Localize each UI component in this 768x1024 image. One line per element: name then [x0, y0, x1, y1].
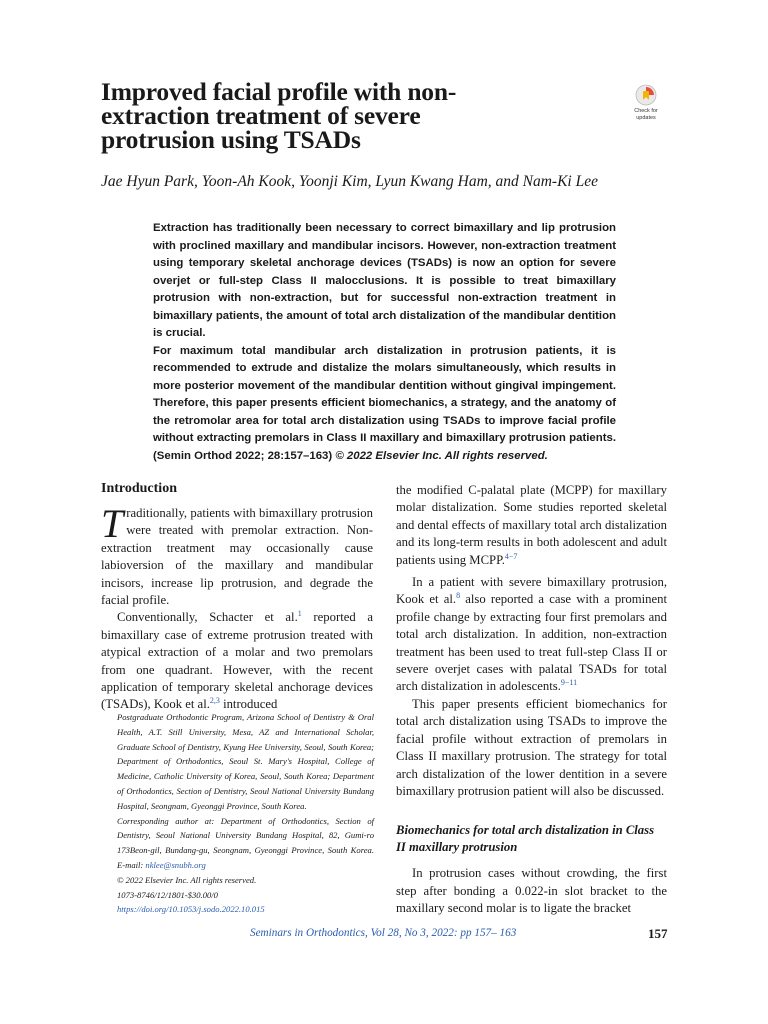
corresponding-author — [117, 814, 374, 873]
citation-link[interactable]: 4−7 — [504, 551, 518, 561]
right-p2-a: In a patient with severe bimaxillary protrusion, Kook et al. — [396, 575, 667, 607]
affiliation-footnote — [117, 710, 374, 917]
page-number: 157 — [648, 926, 668, 941]
intro-paragraph-1 — [101, 501, 373, 609]
right-paragraph-1 — [396, 482, 667, 569]
left-column — [101, 480, 373, 714]
abstract-paragraph-1: Extraction has traditionally been necessary to correct bimaxillary and lip protrusion with proclined maxillary and mandibular incisors. However, non-extraction treatment using temporary skeletal anchorage devices (TSADs) is now an option for severe overjet or full-step Class II malocclusions. It is possible to treat bimaxillary protrusion with non-extraction, but for successful non-extraction treatment in bimaxillary patients, the amount of total arch distalization of the mandibular dentition is crucial. — [153, 222, 616, 339]
journal-footer: Seminars in Orthodontics, Vol 28, No 3, 2022: pp 157– 163 — [250, 927, 517, 939]
drop-cap: T — [101, 501, 124, 546]
check-updates-icon — [635, 84, 657, 108]
author-list: Jae Hyun Park, Yoon-Ah Kook, Yoonji Kim, Lyun Kwang Ham, and Nam-Ki Lee — [101, 173, 598, 190]
abstract — [153, 220, 616, 465]
introduction-heading: Introduction — [101, 481, 177, 496]
abstract-copyright: © 2022 Elsevier Inc. All rights reserved. — [335, 449, 548, 462]
check-updates-label-2: updates — [636, 114, 656, 121]
email-link[interactable]: nklee@snubh.org — [145, 859, 206, 870]
right-paragraph-2 — [396, 574, 667, 696]
intro-p2-c: introduced — [219, 697, 278, 712]
corresponding-author-text: Corresponding author at: Department of Orthodontics, Section of Dentistry, Seoul National University Bundang Hospital, 82, Gumi-ro 173Beon-gil, Bundang-gu, Seongnam, Gyeonggi Province, South Korea. E-mail: — [117, 815, 374, 870]
abstract-paragraph-2-text: For maximum total mandibular arch distalization in protrusion patients, it is recommended to extrude and distalize the molars simultaneously, which results in more posterior movement of the mandibular dentition without gingival impingement. Therefore, this paper presents efficient biomechanics, a strategy, and the anatomy of the retromolar area for total arch distalization using TSADs to improve facial profile without extracting premolars in Class II maxillary and bimaxillary protrusion patients. (Semin Orthod 2022; 28:157–163) — [153, 344, 616, 462]
citation-link[interactable]: 9−11 — [560, 678, 578, 688]
citation-link[interactable]: 8 — [456, 591, 461, 601]
citation-link[interactable]: 2,3 — [209, 696, 220, 706]
right-paragraph-4: In protrusion cases without crowding, the first step after bonding a 0.022-in slot bracket to the maxillary second molar is to ligate the bracket — [396, 866, 667, 916]
right-p1-text: the modified C-palatal plate (MCPP) for maxillary molar distalization. Some studies reported skeletal and dental effects of maxillary total arch distalization and its long-term results in both adolescent and adult patients using MCPP. — [396, 483, 667, 567]
issn-line: 1073-8746/12/1801-$30.00/0 — [117, 889, 218, 900]
right-column — [396, 482, 667, 918]
abstract-paragraph-2 — [153, 343, 616, 466]
check-updates-label-1: Check for — [634, 108, 658, 114]
biomechanics-subheading: Biomechanics for total arch distalization in Class II maxillary protrusion — [396, 823, 655, 855]
intro-paragraph-1-text: raditionally, patients with bimaxillary protrusion were treated with premolar extraction. Non-extraction treatment may occasionally cause labioversion of the maxillary and mandibular incisors, increase lip protrusion, and degrade the facial profile. — [101, 506, 373, 608]
citation-link[interactable]: 1 — [297, 609, 302, 619]
affiliation-text: Postgraduate Orthodontic Program, Arizona School of Dentistry & Oral Health, A.T. Still University, Mesa, AZ and International Scholar, Graduate School of Dentistry, Kyung Hee University, Seoul, South Korea; Department of Orthodontics, Seoul St. Mary's Hospital, College of Medicine, Catholic University of Korea, Seoul, South Korea; Department of Orthodontics, Section of Dentistry, Seoul National University Bundang Hospital, Seongnam, Gyeonggi Province, South Korea. — [117, 712, 374, 811]
intro-p2-a: Conventionally, Schacter et al. — [117, 610, 298, 625]
copyright-line: © 2022 Elsevier Inc. All rights reserved. — [117, 874, 257, 885]
intro-paragraph-2 — [101, 609, 373, 713]
right-paragraph-3: This paper presents efficient biomechanics for total arch distalization using TSADs to improve the facial profile without extraction of premolars in Class II maxillary protrusion. The strategy for total arch distalization of the lower dentition in a severe bimaxillary protrusion patient will also be discussed. — [396, 696, 667, 798]
check-for-updates-badge[interactable] — [631, 84, 661, 120]
doi-link[interactable]: https://doi.org/10.1053/j.sodo.2022.10.015 — [117, 904, 265, 915]
right-p2-b: also reported a case with a prominent profile change by extracting four first premolars and total arch distalization. In addition, non-extraction treatment has been used to treat full-step Class II or severe overjet cases with palatal TSADs for total arch distalization in adolescents. — [396, 592, 667, 694]
article-title: Improved facial profile with non-extraction treatment of severe protrusion using TSADs — [101, 77, 457, 154]
intro-p2-b: reported a bimaxillary case of extreme protrusion treated with atypical extraction of a molar and two premolars from one quadrant. However, with the recent application of temporary skeletal anchorage devices (TSADs), Kook et al. — [101, 610, 373, 712]
